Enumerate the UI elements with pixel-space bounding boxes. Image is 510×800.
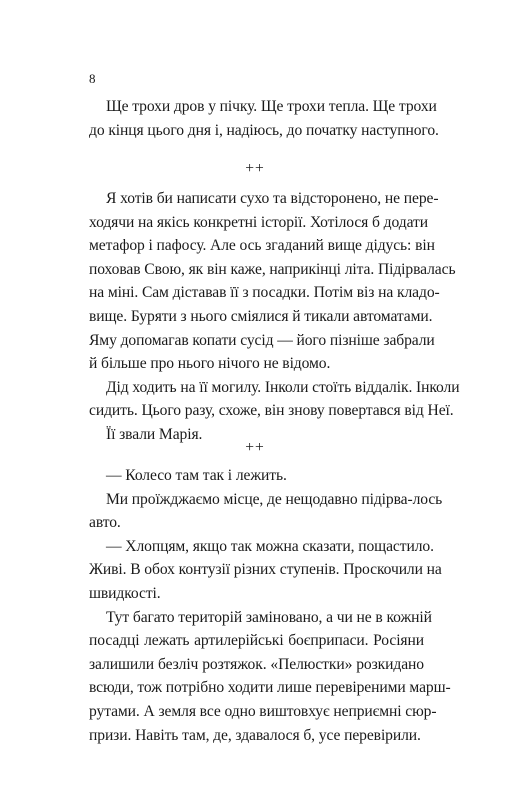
text-line: призи. Навіть там, де, здавалося б, усе перевірили. <box>89 726 421 744</box>
paragraph <box>89 535 442 606</box>
paragraph <box>89 488 443 535</box>
text-line: швидкості. <box>89 584 161 602</box>
text-line: залишили безліч розтяжок. «Пелюстки» розкидано <box>89 655 424 673</box>
paragraph <box>89 376 460 423</box>
paragraph <box>89 187 456 376</box>
section-separator: ++ <box>245 160 265 177</box>
text-line: Яму допомагав копати сусід — його пізніше забрали <box>89 331 435 349</box>
paragraph <box>89 464 424 488</box>
section-3 <box>89 464 451 747</box>
text-line: — Колесо там так і лежить. <box>106 467 287 484</box>
text-line: Я хотів би написати сухо та відсторонено, не пере- <box>106 190 439 207</box>
text-line: Ми проїжджаємо місце, де нещодавно підірва-лось <box>106 490 443 508</box>
text-line: Дід ходить на її могилу. Інколи стоїть віддалік. Інколи <box>106 378 460 396</box>
text-line: на міні. Сам діставав її з посадки. Потім віз на кладо- <box>89 284 440 302</box>
section-1 <box>89 95 439 142</box>
text-line: всюди, тож потрібно ходити лише перевіреними марш- <box>89 679 451 697</box>
text-line: метафор і пафосу. Але ось згаданий вище дідусь: він <box>89 237 435 255</box>
text-line: Тут багато територій заміновано, а чи не в кожній <box>106 608 432 626</box>
text-line: Її звали Марія. <box>106 425 203 443</box>
text-line: посадці лежать артилерійські боєприпаси. Росіяни <box>89 632 424 650</box>
text-line: Живі. В обох контузії різних ступенів. Проскочили на <box>89 561 442 579</box>
text-line: й більше про нього нічого не відомо. <box>89 355 331 373</box>
text-line: сидить. Цього разу, схоже, він знову повертався від Неї. <box>89 402 454 420</box>
text-line: ходячи на якісь конкретні історії. Хотілося б додати <box>89 213 428 231</box>
section-2 <box>89 187 460 447</box>
section-separator: ++ <box>245 439 265 456</box>
text-line: вище. Буряти з нього сміялися й тикали автоматами. <box>89 307 433 325</box>
text-line: авто. <box>89 514 121 532</box>
text-line: — Хлопцям, якщо так можна сказати, пощастило. <box>106 537 434 555</box>
page-number: 8 <box>89 71 96 86</box>
text-line: до кінця цього дня і, надіюсь, до початку наступного. <box>89 121 439 139</box>
text-line: поховав Свою, як він каже, наприкінці літа. Підірвалась <box>89 260 456 278</box>
text-line: Ще трохи дров у пічку. Ще трохи тепла. Ще трохи <box>106 98 437 115</box>
paragraph <box>89 606 451 748</box>
text-line: рутами. А земля все одно виштовхує неприємні сюр- <box>89 702 437 720</box>
